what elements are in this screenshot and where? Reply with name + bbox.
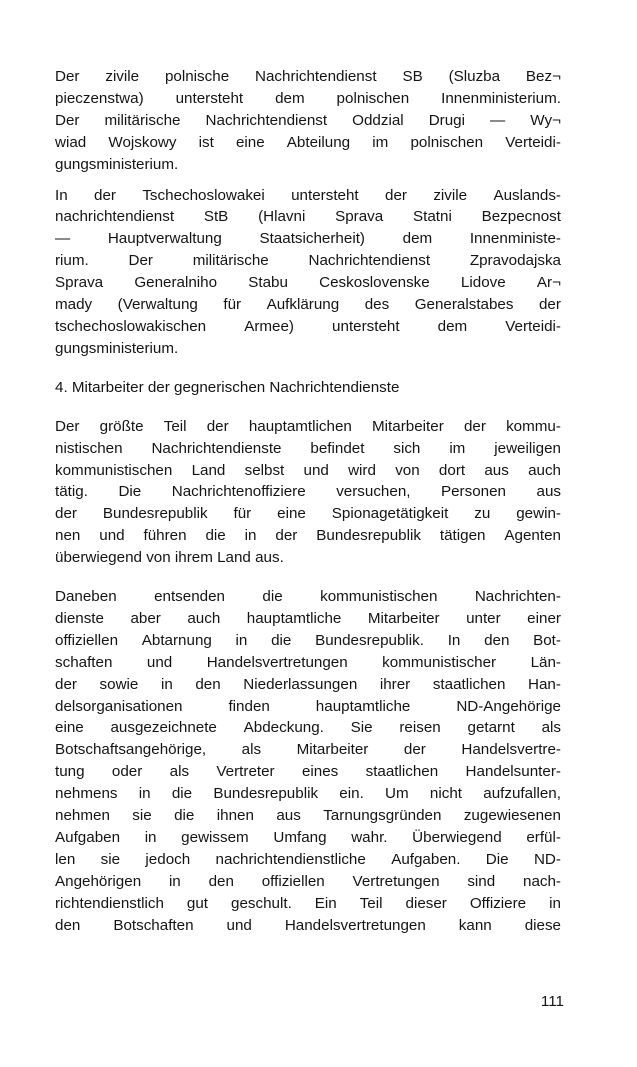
text-line: der Bundesrepublik für eine Spionagetätigkeit zu gewin-: [55, 505, 561, 523]
text-line: len sie jedoch nachrichtendienstliche Aufgaben. Die ND-: [55, 850, 561, 868]
text-line: — Hauptverwaltung Staatsicherheit) dem Innenministe-: [55, 230, 561, 248]
paragraph-staff: [55, 416, 561, 569]
paragraph-gap: [55, 176, 561, 185]
text-line: den Botschaften und Handelsvertretungen kann diese: [55, 916, 561, 934]
text-line: nehmen sie die ihnen aus Tarnungsgründen zugewiesenen: [55, 807, 561, 825]
text-line: nen und führen die in der Bundesrepublik tätigen Agenten: [55, 527, 561, 545]
text-line: tschechoslowakischen Armee) untersteht dem Verteidi-: [55, 317, 561, 335]
text-line: mady (Verwaltung für Aufklärung des Generalstabes der: [55, 296, 561, 314]
text-line: pieczenstwa) untersteht dem polnischen Innenministerium.: [55, 89, 561, 107]
text-line: dienste aber auch hauptamtliche Mitarbeiter unter einer: [55, 609, 561, 627]
text-line: Botschaftsangehörige, als Mitarbeiter der Handelsvertre-: [55, 741, 561, 759]
text-line: wiad Wojskowy ist eine Abteilung im polnischen Verteidi-: [55, 133, 561, 151]
text-line: rium. Der militärische Nachrichtendienst Zpravodajska: [55, 252, 561, 270]
text-line: der sowie in den Niederlassungen ihrer staatlichen Han-: [55, 675, 561, 693]
page-body: [55, 66, 561, 937]
text-line: Der zivile polnische Nachrichtendienst SB (Sluzba Bez¬: [55, 68, 561, 85]
text-line: nehmens in die Bundesrepublik ein. Um nicht aufzufallen,: [55, 785, 561, 803]
text-line: kommunistischen Land selbst und wird von dort aus auch: [55, 461, 561, 479]
text-line: nachrichtendienst StB (Hlavni Sprava Statni Bezpecnost: [55, 208, 561, 226]
text-line: delsorganisationen finden hauptamtliche ND-Angehörige: [55, 697, 561, 715]
text-line: Sprava Generalniho Stabu Ceskoslovenske Lidove Ar¬: [55, 274, 561, 292]
text-line: richtendienstlich gut geschult. Ein Teil dieser Offiziere in: [55, 894, 561, 912]
text-line: überwiegend von ihrem Land aus.: [55, 549, 284, 567]
page-number: 111: [540, 993, 564, 1010]
text-line: schaften und Handelsvertretungen kommunistischer Län-: [55, 653, 561, 671]
text-line: Der größte Teil der hauptamtlichen Mitarbeiter der kommu-: [55, 417, 561, 435]
text-line: gungsministerium.: [55, 155, 179, 173]
text-line: tung oder als Vertreter eines staatlichen Handelsunter-: [55, 763, 561, 781]
paragraph-gap: [55, 569, 561, 586]
text-line: Der militärische Nachrichtendienst Oddzial Drugi — Wy¬: [55, 111, 561, 129]
paragraph-embassies: [55, 586, 561, 937]
paragraph-poland: [55, 66, 561, 176]
paragraph-czechoslovakia: [55, 185, 561, 360]
text-line: nistischen Nachrichtendienste befindet sich im jeweiligen: [55, 439, 561, 457]
text-line: eine ausgezeichnete Abdeckung. Sie reisen getarnt als: [55, 719, 561, 737]
text-line: Aufgaben in gewissem Umfang wahr. Überwiegend erfül-: [55, 829, 561, 846]
text-line: Daneben entsenden die kommunistischen Nachrichten-: [55, 588, 561, 606]
section-heading: 4. Mitarbeiter der gegnerischen Nachrichtendienste: [55, 378, 400, 396]
paragraph-gap: [55, 360, 561, 377]
text-line: In der Tschechoslowakei untersteht der zivile Auslands-: [55, 186, 561, 204]
paragraph-gap: [55, 399, 561, 416]
text-line: Angehörigen in den offiziellen Vertretungen sind nach-: [55, 872, 561, 890]
text-line: offiziellen Abtarnung in die Bundesrepublik. In den Bot-: [55, 631, 561, 649]
text-line: gungsministerium.: [55, 339, 179, 357]
text-line: tätig. Die Nachrichtenoffiziere versuchen, Personen aus: [55, 483, 561, 501]
